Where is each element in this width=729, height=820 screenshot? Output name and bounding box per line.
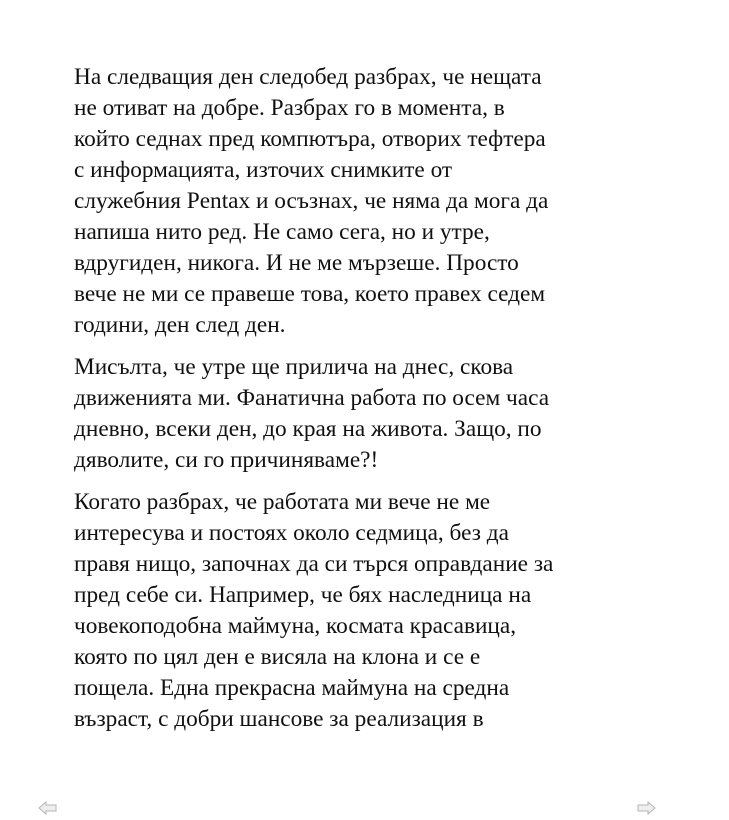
text-line: която по цял ден е висяла на клона и се е <box>74 644 481 670</box>
text-line: интересува и постоях около седмица, без да <box>74 520 509 546</box>
paragraph-2 <box>74 352 654 476</box>
arrow-left-icon <box>38 800 58 816</box>
previous-page-button[interactable] <box>38 800 58 820</box>
text-line: напиша нито ред. Не само сега, но и утре, <box>74 219 490 245</box>
text-line: дяволите, си го причиняваме?! <box>74 447 379 473</box>
text-line: години, ден след ден. <box>74 312 286 338</box>
paragraph-3 <box>74 487 654 735</box>
text-line: правя нищо, започнах да си търся оправдание за <box>74 551 554 577</box>
text-line: човекоподобна маймуна, космата красавица, <box>74 613 517 639</box>
arrow-right-icon <box>636 800 656 816</box>
text-line: не отиват на добре. Разбрах го в момента, в <box>74 95 505 121</box>
text-line: пощела. Една прекрасна маймуна на средна <box>74 675 510 701</box>
text-line: вече не ми се правеше това, което правех седем <box>74 281 546 307</box>
text-line: вдругиден, никога. И не ме мързеше. Просто <box>74 250 519 276</box>
next-page-button[interactable] <box>636 800 656 820</box>
document-page <box>74 62 654 735</box>
text-line: Когато разбрах, че работата ми вече не ме <box>74 489 491 515</box>
text-line: възраст, с добри шансове за реализация в <box>74 706 484 732</box>
text-line: служебния Pentax и осъзнах, че няма да мога да <box>74 188 549 214</box>
paragraph-1 <box>74 62 654 341</box>
text-line: На следващия ден следобед разбрах, че нещата <box>74 64 542 90</box>
text-line: дневно, всеки ден, до края на живота. Защо, по <box>74 416 542 442</box>
text-line: който седнах пред компютъра, отворих тефтера <box>74 126 546 152</box>
text-line: с информацията, източих снимките от <box>74 157 453 183</box>
text-line: движенията ми. Фанатична работа по осем часа <box>74 385 550 411</box>
text-line: пред себе си. Например, че бях наследница на <box>74 582 532 608</box>
text-line: Мисълта, че утре ще прилича на днес, скова <box>74 354 514 380</box>
